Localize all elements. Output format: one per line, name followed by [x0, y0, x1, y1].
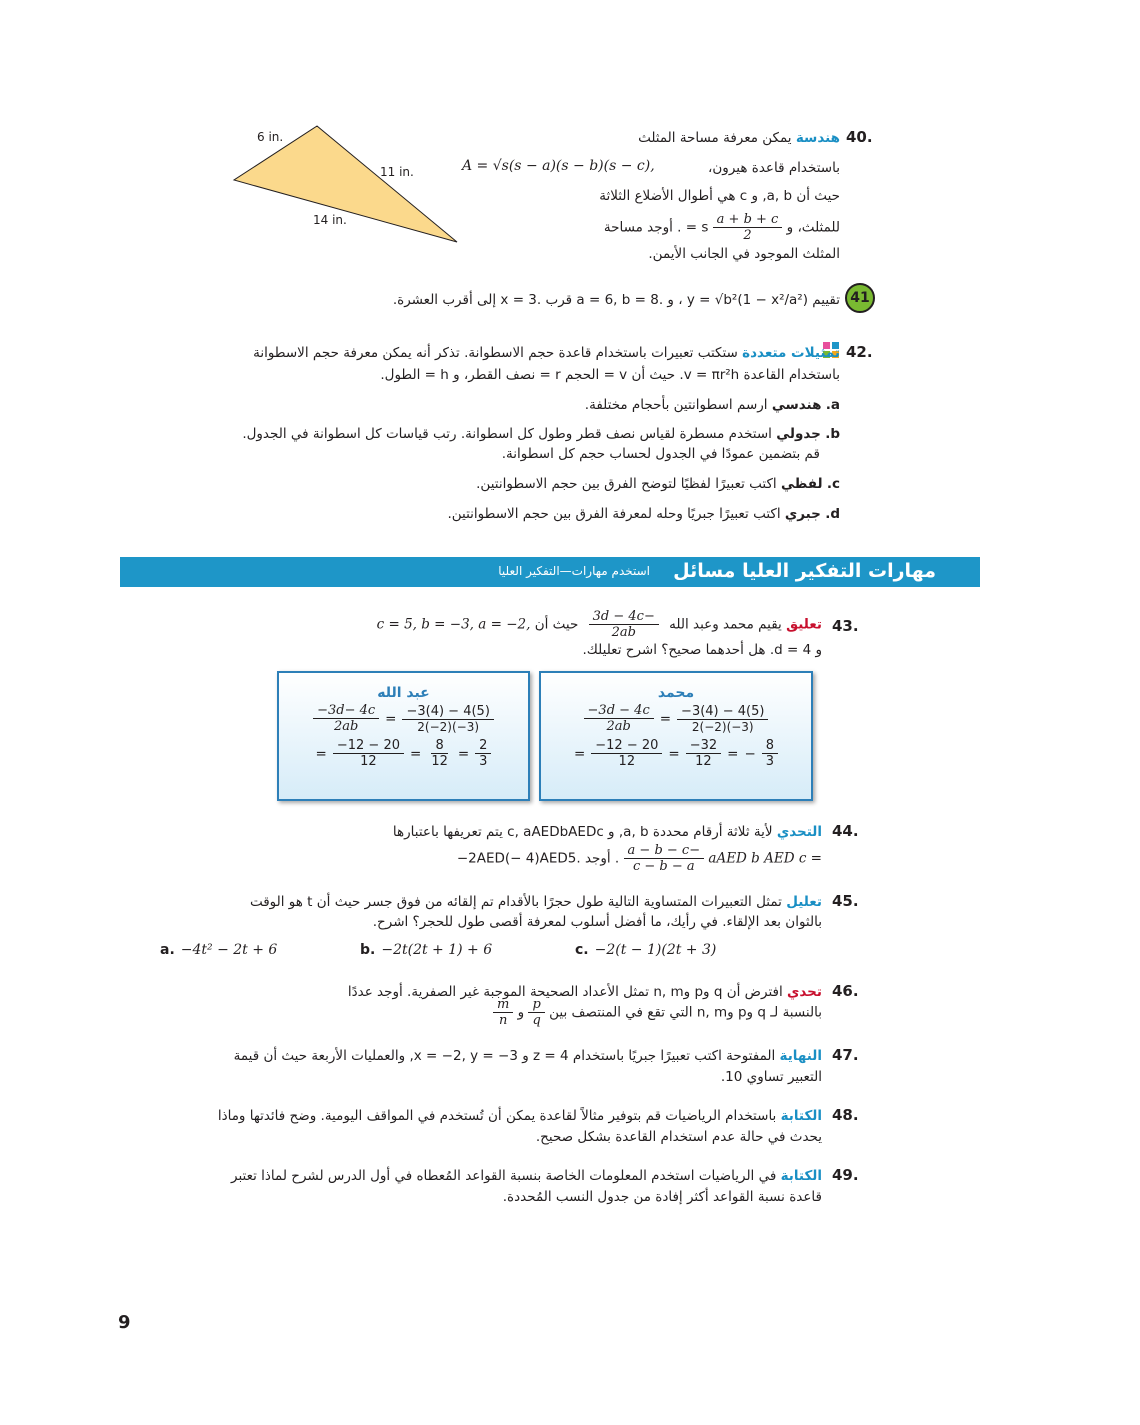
abdullah-name: عبد الله — [377, 685, 430, 701]
equals: = — [659, 710, 672, 727]
frac-top: p — [528, 997, 544, 1013]
triangle-label-11: 11 in. — [380, 165, 414, 179]
q45-a-expr: −4t² − 2t + 6 — [180, 942, 278, 958]
q42-line2: باستخدام القاعدة v = πr²h. حيث أن v = الحجم r = نصف القطر، و h = الطول. — [380, 367, 840, 383]
q42-part-b — [242, 426, 840, 442]
q40-heron-formula: A = √s(s − a)(s − b)(s − c), — [462, 158, 655, 174]
q44-text1: لأية ثلاثة أرقام محددة a, b, و c, aAEDbAEDc يتم تعريفها باعتبارها — [392, 824, 773, 840]
frac-top: −12 − 20 — [333, 738, 404, 754]
q40-frac-top: a + b + c — [713, 212, 783, 228]
q45-b-expr: −2t(2t + 1) + 6 — [381, 942, 493, 958]
q43-text1a: يقيم محمد وعبد الله — [669, 616, 782, 633]
q40-s-fraction — [713, 212, 783, 243]
mohammed-r2-frac2 — [686, 738, 721, 769]
frac-bot: 2(−2)(−3) — [417, 719, 480, 734]
q42-part-c — [476, 476, 840, 492]
equals: = — [573, 745, 586, 762]
q41-line — [393, 292, 840, 308]
q42-d-label: d. — [825, 506, 840, 522]
q46-number: 46. — [832, 982, 859, 1000]
q45-keyword: تعليل — [786, 894, 822, 910]
abdullah-row2 — [279, 738, 528, 769]
q45-c-label: c. — [575, 942, 589, 958]
q41-keyword: تقييم — [812, 292, 840, 308]
q42-a-text: ارسم اسطوانتين بأحجام مختلفة. — [584, 397, 768, 413]
q46-and: و — [517, 1004, 525, 1021]
q46-line2 — [493, 997, 822, 1028]
q42-a-keyword: هندسي — [771, 397, 822, 413]
q42-c-text: اكتب تعبيرًا لفظيًا لتوضح الفرق بين حجم الاسطوانتين. — [476, 476, 777, 492]
q48-keyword: الكتابة — [780, 1108, 822, 1124]
q43-keyword: تعليق — [786, 616, 822, 633]
q44-frac-bot: c − b − a — [632, 859, 695, 874]
q43-text1b: حيث أن — [534, 616, 579, 633]
q40-text4b: s = . أوجد مساحة — [603, 219, 709, 236]
q49-line2: قاعدة نسبة القواعد أكثر إفادة من جدول النسب المُحددة. — [502, 1189, 822, 1205]
q40-text4a: للمثلث، و — [786, 219, 840, 236]
frac-top: −12 − 20 — [591, 738, 662, 754]
frac-top: −3(4) − 4(5) — [677, 704, 768, 720]
q40-keyword: هندسة — [795, 130, 840, 146]
abdullah-r2-frac3 — [475, 738, 491, 769]
q45-line2: بالثوان بعد الإلقاء. في رأيك، ما أفضل أسلوب لمعرفة أقصى طول للحجر؟ اشرح. — [372, 914, 822, 930]
q43-values: c = 5, b = −3, a = −2, — [376, 616, 531, 633]
equals: = — [668, 745, 680, 762]
q47-line1 — [234, 1048, 822, 1064]
frac-top: −32 — [686, 738, 721, 754]
q42-part-a — [585, 397, 840, 413]
q45-c-expr: −2(t − 1)(2t + 3) — [594, 942, 717, 958]
frac-top: 8 — [762, 738, 778, 754]
q48-text1: باستخدام الرياضيات قم بتوفير مثالاً لقاعدة يمكن أن تُستخدم في المواقف اليومية. وضح فائدتها وماذا — [217, 1108, 777, 1124]
q42-a-label: a. — [825, 397, 840, 413]
abdullah-work-card — [277, 671, 530, 801]
q42-b-keyword: جدولي — [776, 426, 821, 442]
mohammed-r2-frac3 — [762, 738, 778, 769]
q45-option-b — [360, 942, 492, 958]
abdullah-r2-frac1 — [333, 738, 404, 769]
q45-option-a — [160, 942, 277, 958]
q47-number: 47. — [832, 1046, 859, 1064]
q48-line1 — [218, 1108, 822, 1124]
q40-line4 — [604, 212, 840, 243]
q40-line3: حيث أن a, b, و c هي أطوال الأضلاع الثلاثة — [599, 188, 840, 204]
q44-op-def: aAED b AED c = — [708, 850, 822, 867]
mohammed-row2 — [541, 738, 811, 769]
q48-number: 48. — [832, 1106, 859, 1124]
q44-keyword: التحدي — [776, 824, 822, 840]
q42-part-d — [447, 506, 840, 522]
frac-bot: n — [499, 1013, 508, 1028]
q44-text2b: . أوجد — [584, 850, 620, 867]
frac-bot: 3 — [479, 754, 488, 769]
abdullah-row1 — [279, 703, 528, 734]
q42-text1: ستكتب تعبيرات باستخدام قاعدة حجم الاسطوانة. تذكر أنه يمكن معرفة حجم الاسطوانة — [253, 345, 738, 361]
mohammed-work-card — [539, 671, 813, 801]
frac-bot: 12 — [695, 754, 712, 769]
abdullah-r2-frac2 — [427, 738, 452, 769]
page-number: 9 — [118, 1312, 131, 1333]
frac-top: −3d − 4c — [584, 703, 654, 719]
equals: = — [410, 745, 422, 762]
q42-c-label: c. — [826, 476, 840, 492]
frac-top: −3d− 4c — [313, 703, 379, 719]
q44-frac-top: −a − b − c — [624, 843, 705, 859]
triangle-label-6: 6 in. — [257, 130, 284, 144]
q44-line1 — [393, 824, 822, 840]
q49-keyword: الكتابة — [780, 1168, 822, 1184]
q43-frac-bot: 2ab — [611, 625, 636, 640]
q46-frac-mn — [493, 997, 513, 1028]
hots-banner-subtitle: استخدم مهارات—التفكير العليا — [498, 564, 650, 578]
q40-line1 — [638, 130, 840, 146]
equals: = — [457, 745, 470, 762]
frac-top: −3(4) − 4(5) — [402, 704, 493, 720]
frac-bot: 12 — [431, 754, 448, 769]
q42-line1 — [253, 345, 840, 361]
q40-number: 40. — [846, 128, 873, 146]
q40-frac-bot: 2 — [743, 228, 752, 243]
abdullah-r1-frac2 — [402, 704, 493, 734]
q41-text: y = √b²(1 − x²/a²) ، و .a = 6, b = 8 قرب .x = 3 إلى أقرب العشرة. — [392, 292, 808, 308]
equals: = — [315, 745, 327, 762]
frac-bot: 3 — [765, 754, 775, 769]
q45-a-label: a. — [160, 942, 175, 958]
q48-line2: يحدث في حالة عدم استخدام القاعدة بشكل صحيح. — [535, 1129, 822, 1145]
q47-text1: المفتوحة اكتب تعبيرًا جبريًا باستخدام z = 4 و x = −2, y = −3, والعمليات الأربعة حيث أن قيمة — [233, 1048, 776, 1064]
q46-keyword: تحدي — [787, 984, 822, 1000]
q45-option-c — [575, 942, 716, 958]
q44-line2 — [457, 843, 822, 874]
frac-bot: q — [532, 1013, 541, 1028]
abdullah-r1-frac1 — [313, 703, 379, 734]
frac-top: 8 — [431, 738, 447, 754]
q40-line5: المثلث الموجود في الجانب الأيمن. — [648, 246, 840, 262]
q47-keyword: النهاية — [779, 1048, 822, 1064]
equals: = — [385, 710, 397, 727]
q42-c-keyword: لفظي — [780, 476, 823, 492]
q45-line1 — [250, 894, 822, 910]
mohammed-r1-frac1 — [584, 703, 654, 734]
q43-line1 — [377, 609, 822, 640]
mohammed-r2-frac1 — [591, 738, 662, 769]
q42-number: 42. — [846, 343, 873, 361]
q44-fraction — [624, 843, 705, 874]
hots-banner-title: مهارات التفكير العليا مسائل — [673, 560, 936, 582]
q47-line2: التعبير تساوي 10. — [720, 1069, 822, 1085]
mohammed-row1 — [541, 703, 811, 734]
q42-d-keyword: جبري — [784, 506, 821, 522]
q42-part-b-line2: قم بتضمين عمودًا في الجدول لحساب حجم كل اسطوانة. — [501, 446, 820, 462]
q42-b-label: b. — [825, 426, 840, 442]
q44-number: 44. — [832, 822, 859, 840]
q49-text1: في الرياضيات استخدم المعلومات الخاصة بنسبة القواعد المُعطاه في أول الدرس لشرح لماذا تعتبر — [231, 1168, 777, 1184]
q42-keyword: تمثيلات متعددة — [742, 345, 840, 361]
mohammed-name: محمد — [657, 685, 695, 701]
q49-line1 — [231, 1168, 822, 1184]
frac-bot: 12 — [360, 754, 377, 769]
frac-top: m — [493, 997, 513, 1013]
frac-bot: 2ab — [606, 719, 631, 734]
q43-expression-fraction — [589, 609, 659, 640]
equals: = — [727, 745, 739, 762]
q40-text1: يمكن معرفة مساحة المثلث — [638, 130, 792, 146]
q49-number: 49. — [832, 1166, 859, 1184]
q44-evaluate: −2AED(− 4)AED5. — [456, 850, 581, 867]
q43-number: 43. — [832, 617, 859, 635]
hots-banner — [120, 557, 980, 587]
frac-bot: 2(−2)(−3) — [691, 719, 754, 734]
q45-number: 45. — [832, 892, 859, 910]
q45-text1: تمثل التعبيرات المتساوية التالية طول حجرًا بالأقدام تم إلقائه من فوق جسر حيث أن t هو الوقت — [249, 894, 782, 910]
q42-d-text: اكتب تعبيرًا جبريًا وحله لمعرفة الفرق بين حجم الاسطوانتين. — [447, 506, 781, 522]
q43-line2: و d = 4. هل أحدهما صحيح؟ اشرح تعليلك. — [582, 642, 822, 658]
mohammed-r1-frac2 — [677, 704, 768, 734]
q41-number-badge: 41 — [845, 283, 875, 313]
frac-bot: 12 — [618, 754, 636, 769]
q43-frac-top: −3d − 4c — [589, 609, 659, 625]
q40-text2: باستخدام قاعدة هيرون، — [708, 160, 840, 176]
q40-line2 — [708, 160, 840, 176]
q42-b-text1: استخدم مسطرة لقياس نصف قطر وطول كل اسطوانة. رتب قياسات كل اسطوانة في الجدول. — [242, 426, 772, 442]
q45-b-label: b. — [360, 942, 376, 958]
frac-top: 2 — [475, 738, 491, 754]
triangle-label-14: 14 in. — [313, 213, 347, 227]
frac-bot: 2ab — [333, 719, 359, 734]
minus-sign: − — [744, 745, 756, 762]
q46-text1: افترض أن q وp وn, m تمثل الأعداد الصحيحة الموجبة غير الصفرية. أوجد عددًا — [347, 984, 783, 1000]
q46-frac-pq — [528, 997, 544, 1028]
q46-text2a: بالنسبة لـ q وp وn, m التي تقع في المنتصف بين — [549, 1004, 822, 1021]
